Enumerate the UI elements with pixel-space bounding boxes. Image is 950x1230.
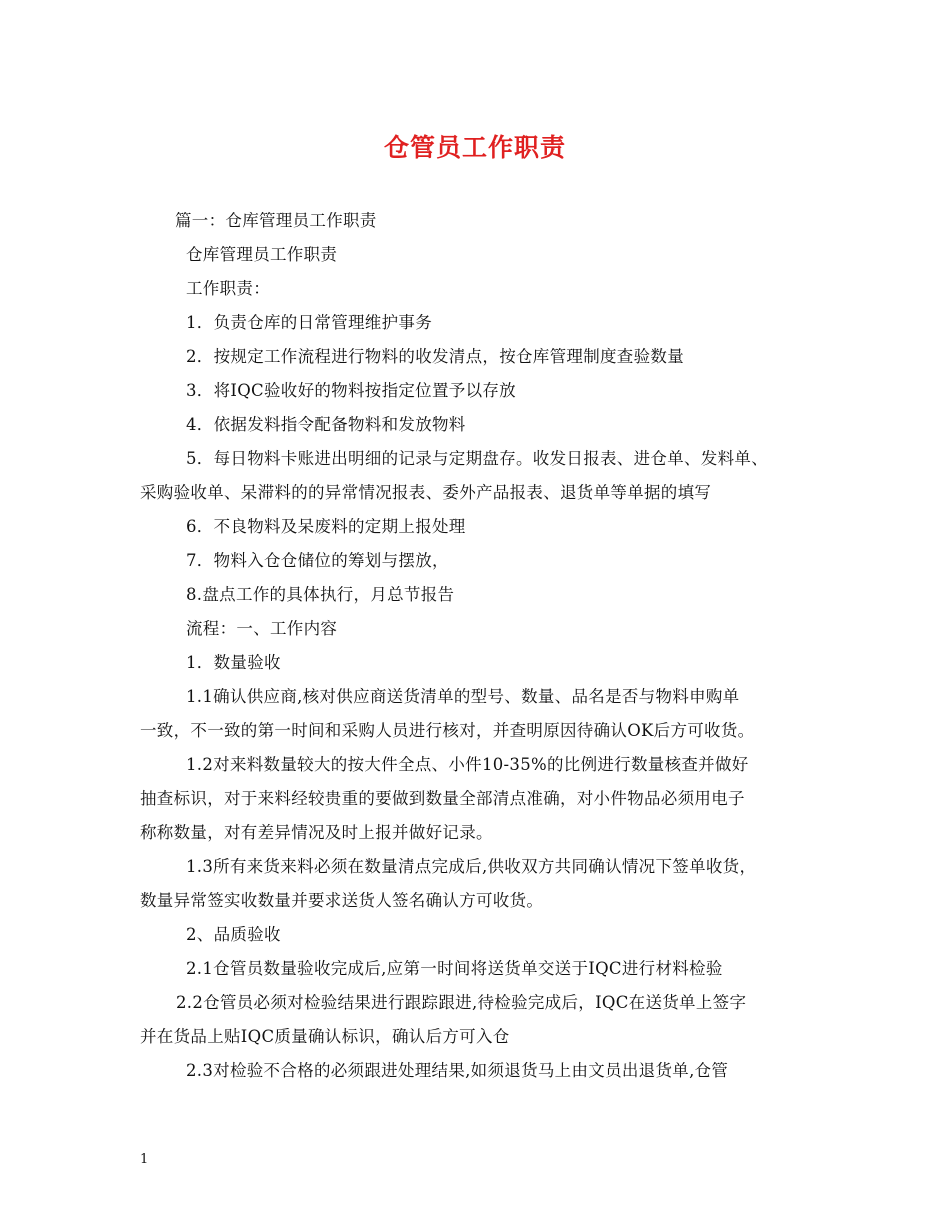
paragraph-line: 1.3所有来货来料必须在数量清点完成后,供收双方共同确认情况下签单收货， — [186, 857, 757, 876]
document-body — [140, 204, 820, 1088]
paragraph-line: 数量异常签实收数量并要求送货人签名确认方可收货。 — [140, 891, 544, 910]
subheading: 仓库管理员工作职责 — [186, 245, 338, 264]
list-item: 3．将IQC验收好的物料按指定位置予以存放 — [186, 381, 516, 400]
paragraph-line: 1.1确认供应商,核对供应商送货清单的型号、数量、品名是否与物料申购单 — [186, 687, 740, 706]
paragraph-line: 并在货品上贴IQC质量确认标识，确认后方可入仓 — [140, 1027, 510, 1046]
list-item: 8.盘点工作的具体执行，月总节报告 — [186, 585, 455, 604]
list-item: 2、品质验收 — [186, 925, 281, 944]
paragraph-line: 一致，不一致的第一时间和采购人员进行核对，并查明原因待确认OK后方可收货。 — [140, 721, 755, 740]
page-number: 1 — [140, 1152, 149, 1167]
section-heading: 篇一：仓库管理员工作职责 — [175, 211, 377, 230]
subheading: 工作职责： — [186, 279, 270, 298]
list-item: 1．负责仓库的日常管理维护事务 — [186, 313, 432, 332]
paragraph-line: 2.3对检验不合格的必须跟进处理结果,如须退货马上由文员出退货单,仓管 — [186, 1061, 729, 1080]
paragraph-line: 抽查标识，对于来料经较贵重的要做到数量全部清点准确，对小件物品必须用电子 — [140, 789, 745, 808]
paragraph-line: 1.2对来料数量较大的按大件全点、小件10-35%的比例进行数量核查并做好 — [186, 755, 749, 774]
list-item: 6．不良物料及呆废料的定期上报处理 — [186, 517, 466, 536]
list-item-continuation: 采购验收单、呆滞料的的异常情况报表、委外产品报表、退货单等单据的填写 — [140, 483, 712, 502]
subheading: 流程：一、工作内容 — [186, 619, 338, 638]
list-item: 4．依据发料指令配备物料和发放物料 — [186, 415, 466, 434]
document-title: 仓管员工作职责 — [383, 133, 566, 162]
paragraph-line: 2.1仓管员数量验收完成后,应第一时间将送货单交送于IQC进行材料检验 — [186, 959, 723, 978]
list-item: 1．数量验收 — [186, 653, 281, 672]
list-item: 2．按规定工作流程进行物料的收发清点，按仓库管理制度查验数量 — [186, 347, 684, 366]
list-item: 7．物料入仓仓储位的筹划与摆放， — [186, 551, 449, 570]
paragraph-line: 称称数量，对有差异情况及时上报并做好记录。 — [140, 823, 493, 842]
paragraph-line: 2.2仓管员必须对检验结果进行跟踪跟进,待检验完成后，IQC在送货单上签字 — [176, 993, 747, 1012]
list-item: 5．每日物料卡账进出明细的记录与定期盘存。收发日报表、进仓单、发料单、 — [186, 449, 768, 468]
